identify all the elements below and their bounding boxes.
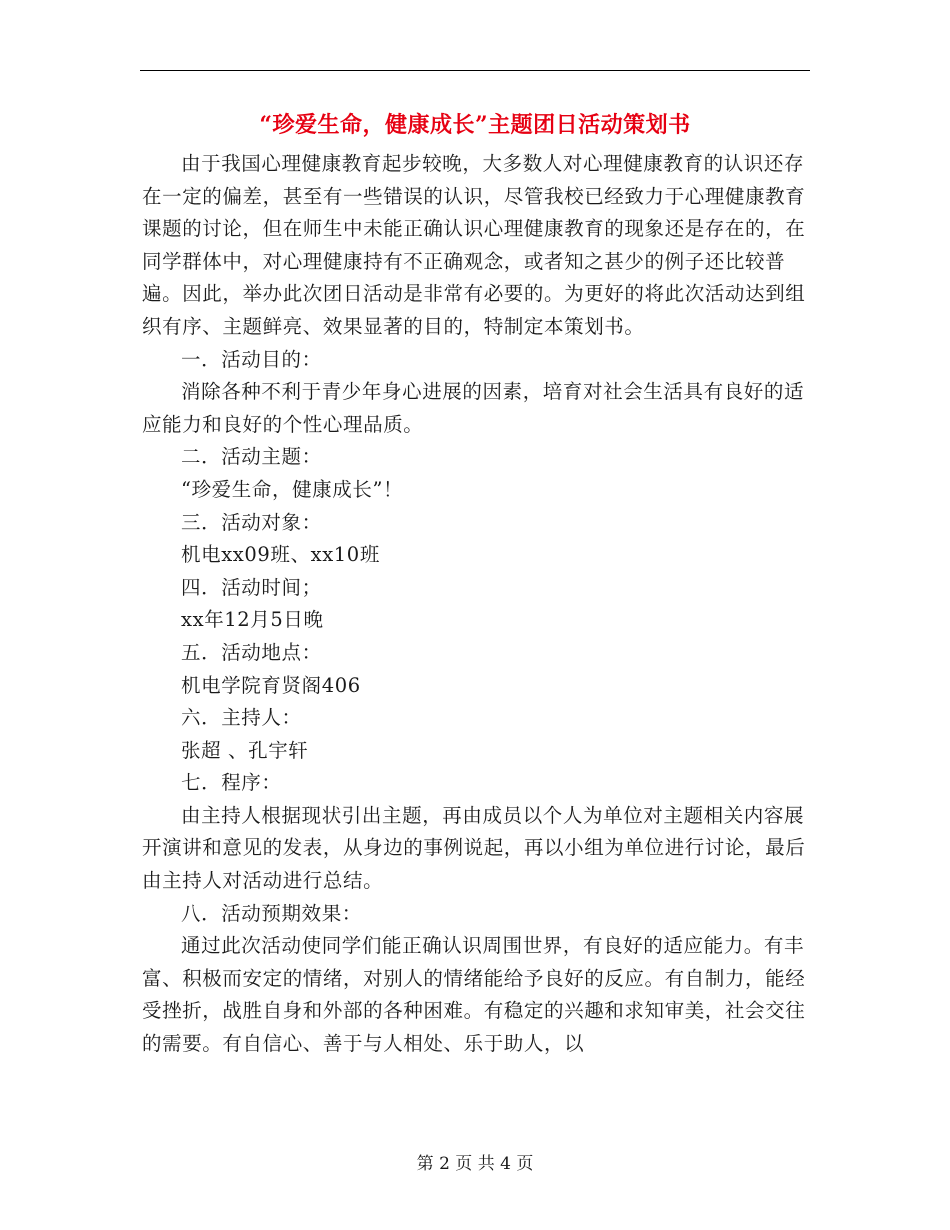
section-heading-location: 五．活动地点： bbox=[181, 640, 322, 664]
section-heading-theme: 二．活动主题： bbox=[181, 445, 322, 469]
header-rule bbox=[140, 70, 810, 71]
intro-paragraph: 由于我国心理健康教育起步较晚，大多数人对心理健康教育的认识还存在一定的偏差，甚至有一些错误的认识，尽管我校已经致力于心理健康教育课题的讨论，但在师生中未能正确认识心理健康教育的现象还是存在的，在同学群体中，对心理健康持有不正确观念，或者知之甚少的例子还比较普遍。因此，举办此次团日活动是非常有必要的。为更好的将此次活动达到组织有序、主题鲜亮、效果显著的目的，特制定本策划书。 bbox=[142, 152, 806, 338]
document-body bbox=[142, 148, 812, 1061]
document-title: “珍爱生命，健康成长”主题团日活动策划书 bbox=[259, 112, 691, 138]
section-heading-time: 四．活动时间； bbox=[181, 575, 322, 599]
section-heading-audience: 三．活动对象： bbox=[181, 510, 322, 534]
section-content-theme: “珍爱生命，健康成长”！ bbox=[181, 477, 404, 501]
section-content-procedure: 由主持人根据现状引出主题，再由成员以个人为单位对主题相关内容展开演讲和意见的发表，从身边的事例说起，再以小组为单位进行讨论，最后由主持人对活动进行总结。 bbox=[142, 803, 806, 893]
section-content-time: xx年12月5日晚 bbox=[181, 608, 324, 632]
section-content-host: 张超 、孔宇轩 bbox=[181, 738, 309, 762]
section-content-purpose: 消除各种不利于青少年身心进展的因素，培育对社会生活具有良好的适应能力和良好的个性心理品质。 bbox=[142, 380, 805, 436]
section-content-audience: 机电xx09班、xx10班 bbox=[181, 543, 380, 567]
page-number: 第 2 页 共 4 页 bbox=[416, 1154, 534, 1174]
section-heading-procedure: 七．程序： bbox=[181, 771, 282, 795]
section-heading-purpose: 一．活动目的： bbox=[181, 347, 322, 371]
section-heading-host: 六．主持人： bbox=[181, 706, 302, 730]
section-content-location: 机电学院育贤阁406 bbox=[181, 673, 361, 697]
section-heading-outcome: 八．活动预期效果： bbox=[181, 901, 362, 925]
section-content-outcome: 通过此次活动使同学们能正确认识周围世界，有良好的适应能力。有丰富、积极而安定的情绪，对别人的情绪能给予良好的反应。有自制力，能经受挫折，战胜自身和外部的各种困难。有稳定的兴趣和求知审美，社会交往的需要。有自信心、善于与人相处、乐于助人，以 bbox=[142, 934, 806, 1056]
